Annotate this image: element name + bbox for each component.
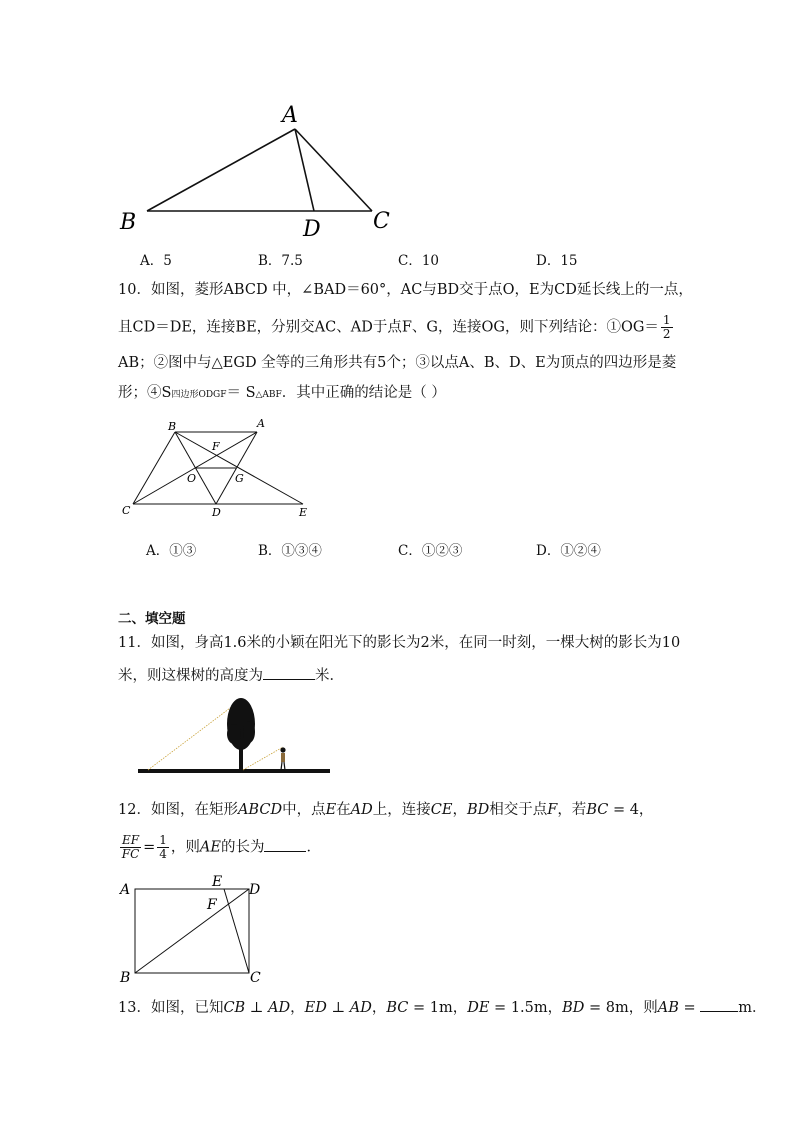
q10-label-d: D: [212, 506, 221, 519]
q10-option-a[interactable]: A．①③: [146, 543, 197, 559]
q12-var-f: F: [547, 802, 558, 818]
girl-icon: [280, 747, 285, 770]
ground-line: [138, 769, 330, 773]
q10-line4-b: ＝ S: [226, 385, 256, 401]
q12-var-bd: BD: [466, 802, 490, 818]
segment-ec: [224, 889, 249, 973]
q13-var-bd: BD: [562, 1000, 585, 1016]
q13-val-2: = 1.5m，: [489, 1000, 563, 1016]
segment-ab: [147, 129, 295, 211]
q13-val-3: = 8m，则: [584, 1000, 658, 1016]
q13-perp-1: ⊥: [245, 1000, 269, 1016]
segment-ac: [295, 129, 372, 211]
q10-label-b: B: [168, 420, 177, 433]
q13-var-ed: ED: [304, 1000, 327, 1016]
q10-option-c[interactable]: C．①②③: [398, 543, 463, 559]
q13-var-ad-2: AD: [349, 1000, 372, 1016]
q10-label-f: F: [212, 440, 220, 453]
segment-ad: [295, 129, 314, 211]
q10-fraction: [661, 314, 673, 341]
q9-option-d[interactable]: D．15: [536, 253, 578, 269]
q10-label-a: A: [257, 417, 265, 430]
q12-label-f: F: [207, 897, 217, 913]
q10-line3: AB；②图中与△EGD 全等的三角形共有5个；③以点A、B、D、E为顶点的四边形是菱: [118, 355, 677, 371]
q12-line2: [118, 834, 321, 861]
q12-var-ae: AE: [199, 839, 221, 856]
q10-label-e: E: [299, 506, 308, 519]
q13-comma-2: ，: [371, 1000, 387, 1016]
q13-answer-blank[interactable]: [700, 997, 738, 1012]
q12-text-i: ，则: [170, 839, 200, 856]
q10-frac-num: 1: [662, 313, 671, 327]
q12-var-abcd: ABCD: [237, 802, 283, 818]
q10-option-b[interactable]: B．①③④: [258, 543, 322, 559]
q12-var-ce: CE: [430, 802, 453, 818]
q12-text-f: 相交于点: [489, 802, 548, 818]
q9-option-c[interactable]: C．10: [398, 253, 440, 269]
q13-comma-1: ，: [290, 1000, 305, 1016]
q9-option-b[interactable]: B．7.5: [258, 253, 303, 269]
q11-line1: 11．如图，身高1.6米的小颖在阳光下的影长为2米，在同一时刻，一棵大树的影长为10: [118, 635, 681, 651]
q13-var-bc: BC: [386, 1000, 409, 1016]
q13-var-de: DE: [467, 1000, 490, 1016]
sun-ray-tree: [148, 702, 238, 770]
q12-line1: [118, 800, 653, 820]
q12-fraction-ef-fc: [120, 834, 141, 861]
q10-frac-den: 2: [662, 327, 671, 341]
q12-figure: [115, 872, 275, 987]
q9-figure: [110, 95, 410, 245]
q11-answer-blank[interactable]: [263, 665, 315, 680]
q10-sub-quad: 四边形ODGF: [171, 390, 227, 400]
q12-var-bc: BC: [586, 802, 609, 818]
segment-bd: [135, 889, 249, 973]
q11-line2: [118, 665, 344, 686]
q12-label-a: A: [120, 882, 131, 898]
q12-text-b: 中，点: [282, 802, 326, 818]
q10-line4-c: ．其中正确的结论是（ ）: [281, 385, 446, 401]
q12-frac2-den: 4: [159, 847, 167, 861]
q12-frac-den: FC: [121, 847, 140, 861]
q13-unit: m．: [738, 1000, 767, 1016]
q12-text-h: = 4，: [608, 802, 654, 818]
q13-val-1: = 1m，: [408, 1000, 468, 1016]
q13-text-a: 13．如图，已知: [118, 1000, 224, 1016]
label-d: D: [303, 217, 321, 242]
q12-fraction-quarter: [157, 834, 169, 861]
q9-option-a[interactable]: A．5: [140, 253, 172, 269]
segment-bc: [133, 432, 175, 504]
q10-line2-text: 且CD＝DE，连接BE，分别交AC、AD于点F、G，连接OG，则下列结论：①OG＝: [118, 319, 659, 336]
tree-icon: [227, 698, 255, 770]
q12-text-e: ，: [452, 802, 467, 818]
label-b: B: [120, 210, 137, 235]
section-heading: 二、填空题: [118, 611, 186, 627]
q10-line4-a: 形；④S: [118, 385, 172, 401]
q12-var-ad: AD: [350, 802, 373, 818]
q12-label-c: C: [250, 970, 261, 986]
q13-var-ab: AB: [657, 1000, 679, 1016]
q12-text-g: ，若: [557, 802, 587, 818]
q12-label-b: B: [120, 970, 131, 986]
q12-label-e: E: [212, 874, 223, 890]
q10-line1: 10．如图，菱形ABCD 中，∠BAD＝60°，AC与BD交于点O，E为CD延长线上的一点，: [118, 282, 693, 298]
label-c: C: [373, 209, 390, 234]
q13-perp-2: ⊥: [326, 1000, 350, 1016]
q11-line2-post: 米．: [315, 668, 344, 684]
q12-text-c: 在: [336, 802, 351, 818]
q13-line1: [118, 997, 767, 1018]
q10-sub-tri: △ABF: [255, 390, 282, 400]
q13-var-ad-1: AD: [268, 1000, 291, 1016]
q12-label-d: D: [249, 882, 261, 898]
q13-var-cb: CB: [223, 1000, 246, 1016]
q10-figure: [115, 414, 325, 520]
q10-label-o: O: [187, 472, 197, 485]
q10-line2: [118, 314, 675, 341]
q12-text-k: ．: [306, 839, 321, 856]
q10-option-d[interactable]: D．①②④: [536, 543, 601, 559]
q12-text-d: 上，连接: [372, 802, 431, 818]
q12-frac-num: EF: [122, 833, 140, 847]
q11-figure: [135, 692, 335, 782]
q12-var-e: E: [325, 802, 337, 818]
sun-ray-girl: [243, 747, 283, 770]
q10-line4: [118, 383, 446, 405]
q9-triangle: [147, 129, 372, 211]
q12-text-j: 的长为: [220, 839, 265, 856]
q12-answer-blank[interactable]: [264, 837, 306, 852]
q11-line2-pre: 米，则这棵树的高度为: [118, 668, 263, 684]
q12-frac2-num: 1: [159, 833, 167, 847]
q13-val-4: =: [678, 1000, 701, 1016]
q10-label-g: G: [235, 472, 244, 485]
label-a: A: [282, 103, 298, 128]
q10-label-c: C: [122, 504, 131, 517]
q12-equals: =: [143, 839, 156, 856]
q12-text-a: 12．如图，在矩形: [118, 802, 238, 818]
